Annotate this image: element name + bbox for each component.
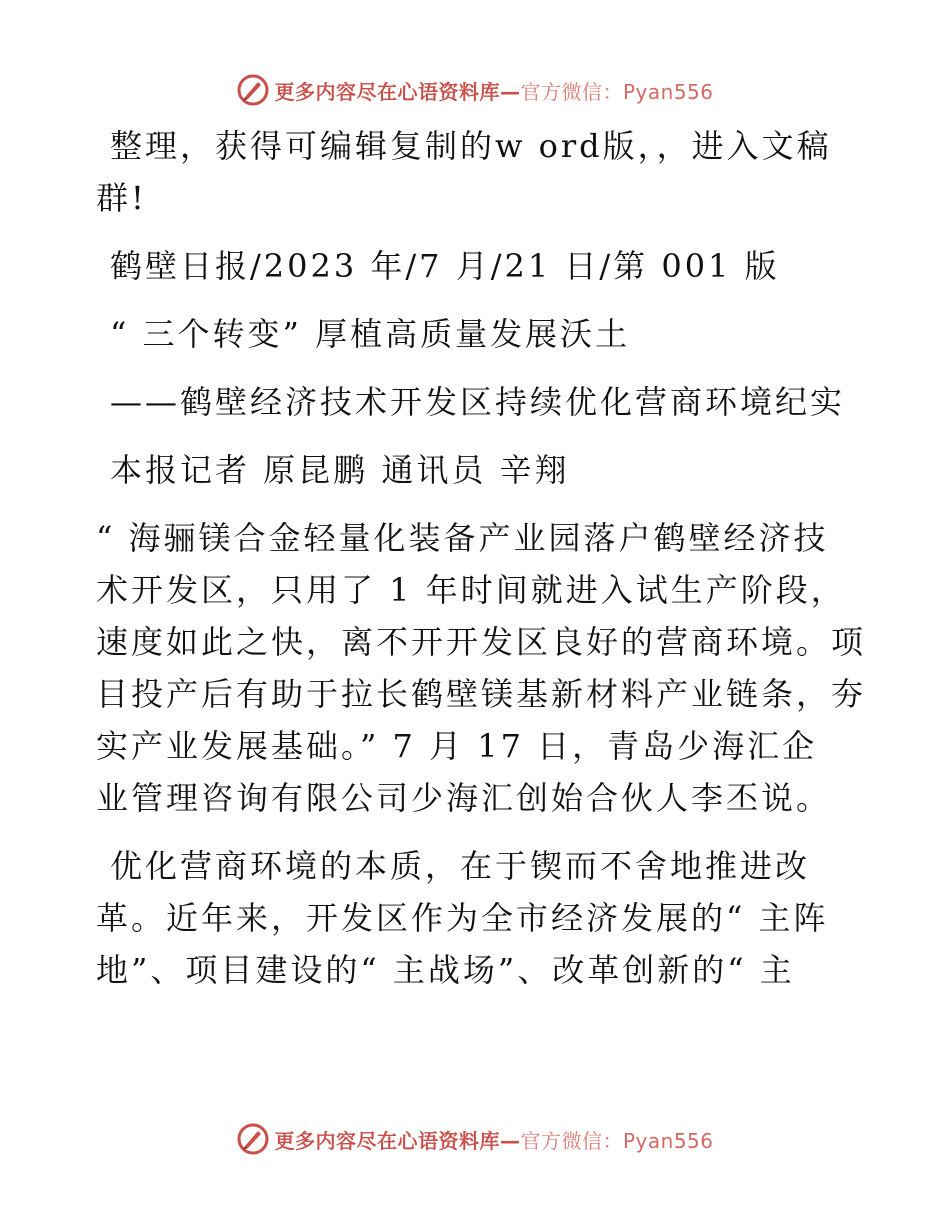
banner-text bbox=[274, 1125, 713, 1154]
body-paragraph-1 bbox=[96, 512, 867, 824]
subheadline-text: ——鹤壁经济技术开发区持续优化营商环境纪实 bbox=[110, 383, 846, 421]
banner-wechat-label: 官方微信： bbox=[520, 79, 623, 104]
headline bbox=[96, 308, 856, 360]
para1-line: “ 海骊镁合金轻量化装备产业园落户鹤壁经济技 bbox=[96, 519, 829, 557]
para1-line: 业管理咨询有限公司少海汇创始合伙人李丕说。 bbox=[96, 779, 832, 817]
subheadline bbox=[96, 376, 856, 428]
source-line bbox=[96, 240, 856, 292]
body-paragraph-2 bbox=[96, 840, 856, 996]
banner-wechat-id: Pyan556 bbox=[622, 79, 714, 104]
para1-line: 速度如此之快，离不开开发区良好的营商环境。项 bbox=[96, 623, 867, 661]
source-text: 鹤壁日报/2023 年/7 月/21 日/第 001 版 bbox=[110, 247, 780, 285]
para1-line: 术开发区，只用了 1 年时间就进入试生产阶段， bbox=[96, 571, 846, 609]
banner-wechat-label: 官方微信： bbox=[520, 1128, 623, 1153]
footer-banner bbox=[0, 1119, 950, 1159]
header-banner bbox=[0, 70, 950, 110]
headline-text: “ 三个转变” 厚植高质量发展沃土 bbox=[110, 315, 631, 353]
para2-line: 地”、项目建设的“ 主战场”、改革创新的“ 主 bbox=[96, 951, 795, 989]
para1-line: 目投产后有助于拉长鹤壁镁基新材料产业链条，夯 bbox=[96, 675, 867, 713]
quill-seal-icon bbox=[236, 1122, 270, 1156]
intro-line-2: 群! bbox=[96, 179, 147, 217]
quill-seal-icon bbox=[236, 73, 270, 107]
banner-site-text: 更多内容尽在心语资料库— bbox=[274, 1128, 521, 1153]
para2-line: 革。近年来，开发区作为全市经济发展的“ 主阵 bbox=[96, 899, 829, 937]
intro-paragraph bbox=[96, 120, 856, 224]
banner-text bbox=[274, 76, 713, 105]
byline bbox=[96, 444, 856, 496]
byline-text: 本报记者 原昆鹏 通讯员 辛翔 bbox=[110, 451, 570, 489]
banner-wechat-id: Pyan556 bbox=[622, 1128, 714, 1153]
para1-line: 实产业发展基础。” 7 月 17 日，青岛少海汇企 bbox=[96, 727, 818, 765]
document-body bbox=[96, 120, 867, 1012]
para2-line: 优化营商环境的本质，在于锲而不舍地推进改 bbox=[110, 847, 811, 885]
banner-site-text: 更多内容尽在心语资料库— bbox=[274, 79, 521, 104]
intro-line-1: 整理，获得可编辑复制的w ord版，，进入文稿 bbox=[110, 127, 832, 165]
